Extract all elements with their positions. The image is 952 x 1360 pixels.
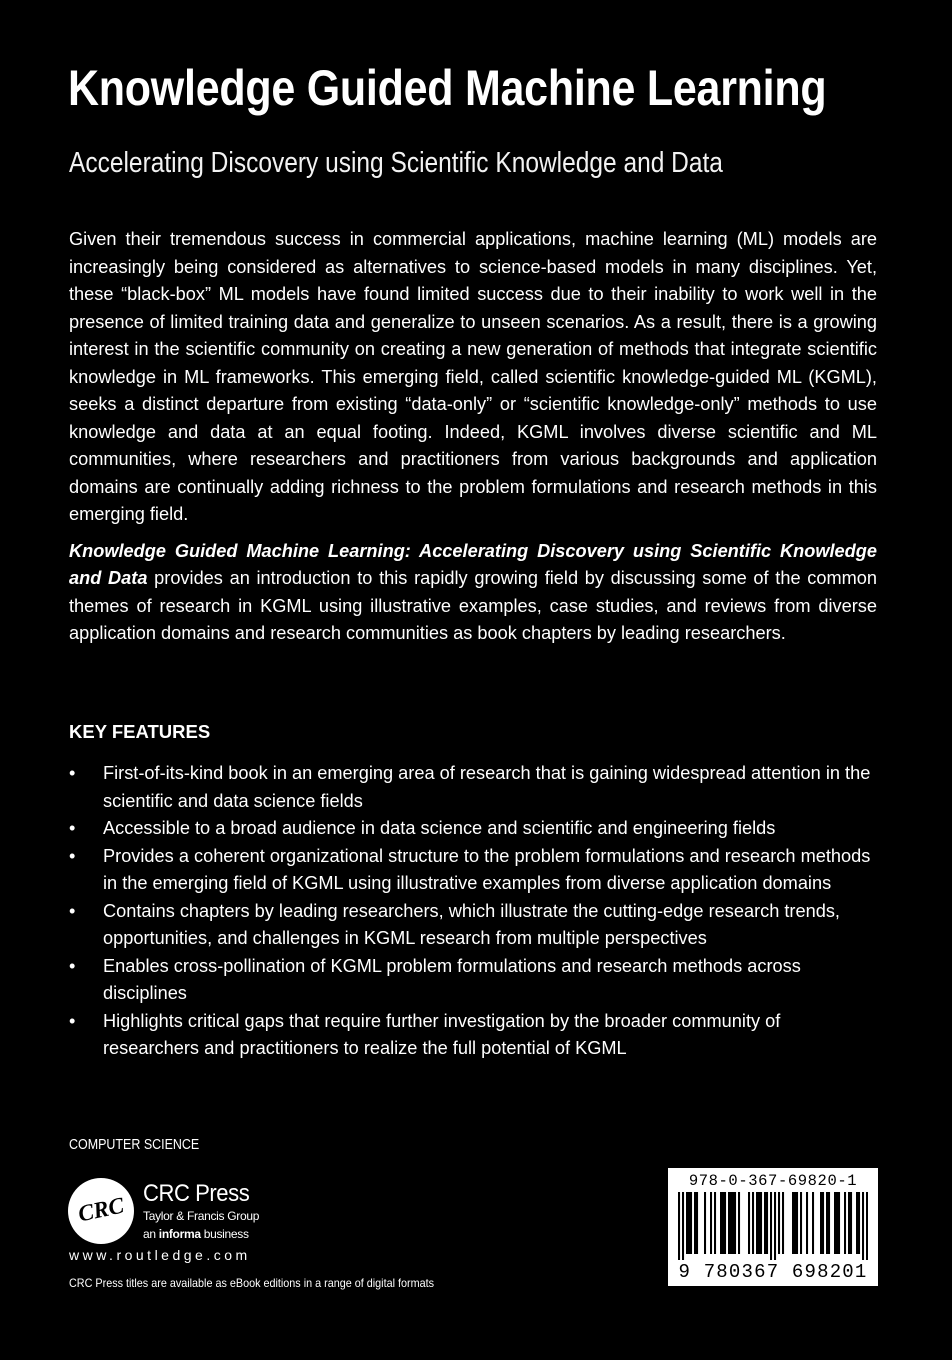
bullet-icon: • (69, 955, 76, 976)
publisher-business-line (143, 1226, 249, 1242)
informa-wordmark: informa (158, 1227, 201, 1241)
barcode-bar (758, 1192, 760, 1254)
subject-category: COMPUTER SCIENCE (69, 1137, 200, 1153)
barcode-bar (722, 1192, 724, 1254)
barcode-bar (766, 1192, 768, 1254)
barcode-bar (682, 1192, 684, 1260)
barcode-bar (694, 1192, 696, 1254)
logo-text: CRC (75, 1192, 127, 1227)
barcode-bar (678, 1192, 680, 1260)
barcode-bar (778, 1192, 780, 1254)
barcode-bar (806, 1192, 808, 1254)
barcode-bar (728, 1192, 730, 1254)
feature-text: First-of-its-kind book in an emerging area of research that is gaining widespread attention in the scientific and data science fields (103, 763, 871, 811)
feature-item (69, 760, 877, 815)
barcode-bar (862, 1192, 864, 1260)
barcode-bar (752, 1192, 754, 1254)
feature-item (69, 815, 877, 843)
barcode-bar (738, 1192, 740, 1254)
bullet-icon: • (69, 845, 76, 866)
description-paragraph-1: Given their tremendous success in commercial applications, machine learning (ML) models are increasingly being considered as alternatives to science-based models in many disciplines. Yet, these “black-box” ML models have found limited success due to their inability to work well in the presence of limited training data and generalize to unseen scenarios. As a result, there is a growing interest in the scientific community on creating a new generation of methods that integrate scientific knowledge in ML frameworks. This emerging field, called scientific knowledge-guided ML (KGML), seeks a distinct departure from existing “data-only” or “scientific knowledge-only” methods to use knowledge and data at an equal footing. Indeed, KGML involves diverse scientific and ML communities, where researchers and practitioners from various backgrounds and application domains are continually adding richness to the problem formulations and research methods in this emerging field. (69, 229, 877, 524)
barcode-bar (770, 1192, 772, 1260)
ebook-note: CRC Press titles are available as eBook editions in a range of digital formats (69, 1276, 434, 1290)
publisher-website: www.routledge.com (69, 1247, 251, 1263)
barcode-bar (764, 1192, 766, 1254)
feature-item (69, 898, 877, 953)
crc-logo-icon (68, 1178, 134, 1244)
barcode-bar (720, 1192, 722, 1254)
book-reference: Knowledge Guided Machine Learning: Accelerating Discovery using Scientific Knowledge and Data (69, 540, 877, 588)
bullet-icon: • (69, 763, 76, 783)
barcode-bar (828, 1192, 830, 1254)
bullet-icon: • (69, 1010, 76, 1031)
barcode-bar (838, 1192, 840, 1254)
barcode-bar (826, 1192, 828, 1254)
barcode-bars-icon (678, 1192, 868, 1260)
barcode-bar (714, 1192, 716, 1254)
barcode-bar (848, 1192, 850, 1254)
bullet-icon: • (69, 900, 76, 921)
barcode-bar (822, 1192, 824, 1254)
isbn-number: 978-0-367-69820-1 (688, 1172, 858, 1190)
barcode-bar (866, 1192, 868, 1260)
barcode-bar (836, 1192, 838, 1254)
barcode-bar (730, 1192, 732, 1254)
publisher-group: Taylor & Francis Group (143, 1209, 260, 1223)
barcode-bar (748, 1192, 750, 1254)
barcode-bar (850, 1192, 852, 1254)
barcode-bar (732, 1192, 734, 1254)
barcode-bar (844, 1192, 846, 1254)
barcode-bar (782, 1192, 784, 1254)
barcode-bar (812, 1192, 814, 1254)
description (69, 226, 877, 657)
bullet-icon: • (69, 818, 76, 838)
barcode-bar (820, 1192, 822, 1254)
barcode-bar (688, 1192, 690, 1254)
description-paragraph-2-text: provides an introduction to this rapidly growing field by discussing some of the common themes of research in KGML using illustrative examples, case studies, and reviews from diverse application domains and research communities as book chapters by leading researchers. (69, 568, 878, 643)
barcode-bar (704, 1192, 706, 1254)
barcode-bar (856, 1192, 858, 1254)
ean-digits: 9 780367 698201 (678, 1261, 868, 1283)
barcode-bar (800, 1192, 802, 1254)
barcode-bar (690, 1192, 692, 1254)
publisher-name: CRC Press (143, 1180, 250, 1207)
barcode-bar (794, 1192, 796, 1254)
business-suffix: business (200, 1227, 249, 1241)
barcode-bar (686, 1192, 688, 1254)
barcode-bar (710, 1192, 712, 1254)
barcode-bar (756, 1192, 758, 1254)
barcode-bar (792, 1192, 794, 1254)
barcode-bar (696, 1192, 698, 1254)
feature-text: Enables cross-pollination of KGML problem formulations and research methods across disciplines (103, 955, 801, 1003)
description-paragraph-2 (69, 538, 877, 648)
feature-item (69, 953, 877, 1008)
barcode-bar (734, 1192, 736, 1254)
feature-text: Contains chapters by leading researchers, which illustrate the cutting-edge research trends, opportunities, and challenges in KGML research from multiple perspectives (103, 900, 840, 948)
business-prefix: an (143, 1227, 159, 1241)
feature-text: Highlights critical gaps that require further investigation by the broader community of researchers and practitioners to realize the full potential of KGML (103, 1010, 781, 1058)
barcode-bar (834, 1192, 836, 1254)
barcode-bar (796, 1192, 798, 1254)
book-subtitle: Accelerating Discovery using Scientific Knowledge and Data (69, 147, 723, 179)
key-features-list (69, 760, 877, 1063)
barcode-bar (760, 1192, 762, 1254)
feature-text: Provides a coherent organizational structure to the problem formulations and research methods in the emerging field of KGML using illustrative examples from diverse application domains (103, 845, 871, 893)
book-title: Knowledge Guided Machine Learning (68, 60, 827, 116)
isbn-barcode (668, 1168, 878, 1286)
feature-item (69, 1008, 877, 1063)
key-features-heading: KEY FEATURES (69, 721, 211, 742)
barcode-bar (774, 1192, 776, 1260)
feature-text: Accessible to a broad audience in data science and scientific and engineering fields (103, 818, 776, 838)
barcode-bar (724, 1192, 726, 1254)
feature-item (69, 843, 877, 898)
barcode-bar (858, 1192, 860, 1254)
